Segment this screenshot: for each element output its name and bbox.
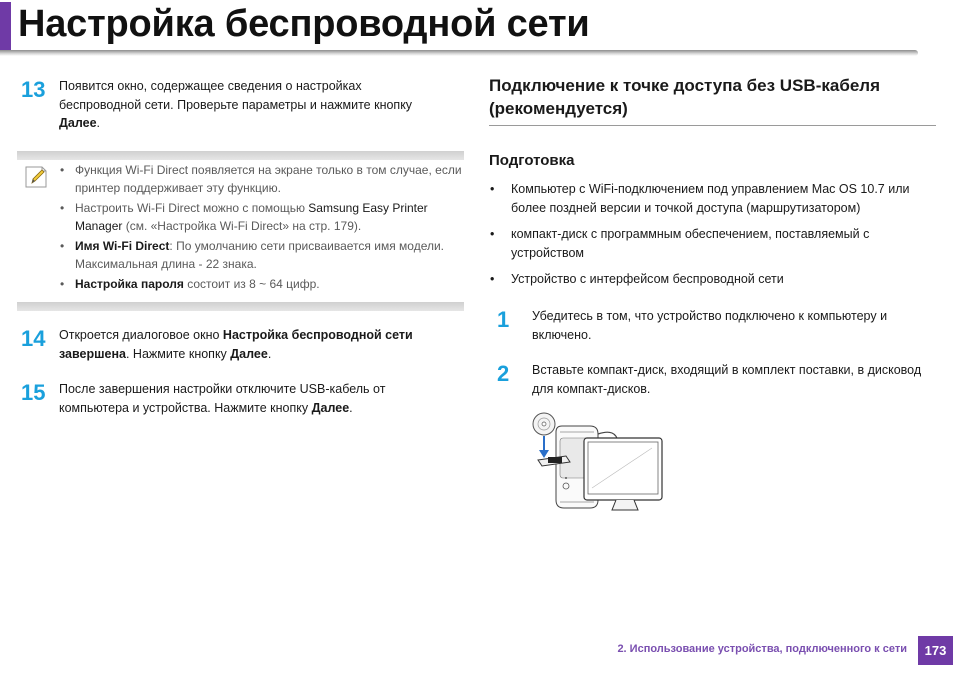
step-text: Появится окно, содержащее сведения о настройках беспроводной сети. Проверьте параметры и нажмите кнопку Далее. xyxy=(59,79,413,130)
step-number: 1 xyxy=(497,307,510,332)
footer-chapter: 2. Использование устройства, подключенного к сети xyxy=(617,643,907,655)
note-item: • Имя Wi-Fi Direct: По умолчанию сети присваивается имя модели. Максимальная длина - 22 знака. xyxy=(57,238,462,273)
list-item: • компакт-диск с программным обеспечением, поставляемый с устройством xyxy=(489,225,934,262)
step-13-line2: беспроводной сети. Проверьте параметры и нажмите кнопку xyxy=(59,97,413,112)
computer-cd-insert-illustration xyxy=(526,408,664,512)
step-number: 15 xyxy=(21,380,46,405)
step-14 xyxy=(21,326,461,366)
title-accent-bar xyxy=(0,2,11,52)
step-2 xyxy=(497,361,937,401)
page-header xyxy=(0,0,954,56)
note-pencil-icon xyxy=(23,164,49,190)
section-rule xyxy=(489,125,936,126)
requirements-list xyxy=(489,180,934,289)
note-bottom-bar xyxy=(17,302,464,311)
step-13 xyxy=(21,77,461,137)
note-item: • Функция Wi-Fi Direct появляется на экране только в том случае, если принтер поддерживает эту функцию. xyxy=(57,162,462,197)
list-item: • Устройство с интерфейсом беспроводной сети xyxy=(489,270,934,289)
note-box xyxy=(17,151,464,311)
section-heading: Подключение к точке доступа без USB-кабеля (рекомендуется) xyxy=(489,76,880,118)
step-number: 14 xyxy=(21,326,46,351)
step-number: 2 xyxy=(497,361,510,386)
step-text: Убедитесь в том, что устройство подключено к компьютеру и включено. xyxy=(532,309,888,342)
page-number: 173 xyxy=(918,636,953,665)
step-number: 13 xyxy=(21,77,46,102)
note-list xyxy=(57,162,462,297)
step-13-line1: Появится окно, содержащее сведения о настройках xyxy=(59,79,362,93)
note-item: • Настройка пароля состоит из 8 ~ 64 цифр. xyxy=(57,276,462,294)
page-title: Настройка беспроводной сети xyxy=(18,3,590,45)
step-1 xyxy=(497,307,937,347)
step-15 xyxy=(21,380,461,420)
list-item: • Компьютер с WiFi-подключением под управлением Mac OS 10.7 или более поздней версии и точкой доступа (маршрутизатором) xyxy=(489,180,934,217)
note-item: • Настроить Wi-Fi Direct можно с помощью Samsung Easy Printer Manager (см. «Настройка Wi-Fi Direct» на стр. 179). xyxy=(57,200,462,235)
step-text: Вставьте компакт-диск, входящий в комплект поставки, в дисковод для компакт-дисков. xyxy=(532,363,922,396)
step-13-next-label: Далее xyxy=(59,116,97,130)
subsection-heading: Подготовка xyxy=(489,152,575,169)
step-text: Откроется диалоговое окно Настройка беспроводной сети завершена. Нажмите кнопку Далее. xyxy=(59,328,413,361)
step-text: После завершения настройки отключите USB-кабель от компьютера и устройства. Нажмите кнопку Далее. xyxy=(59,382,386,415)
note-top-bar xyxy=(17,151,464,160)
title-underline xyxy=(0,50,918,56)
